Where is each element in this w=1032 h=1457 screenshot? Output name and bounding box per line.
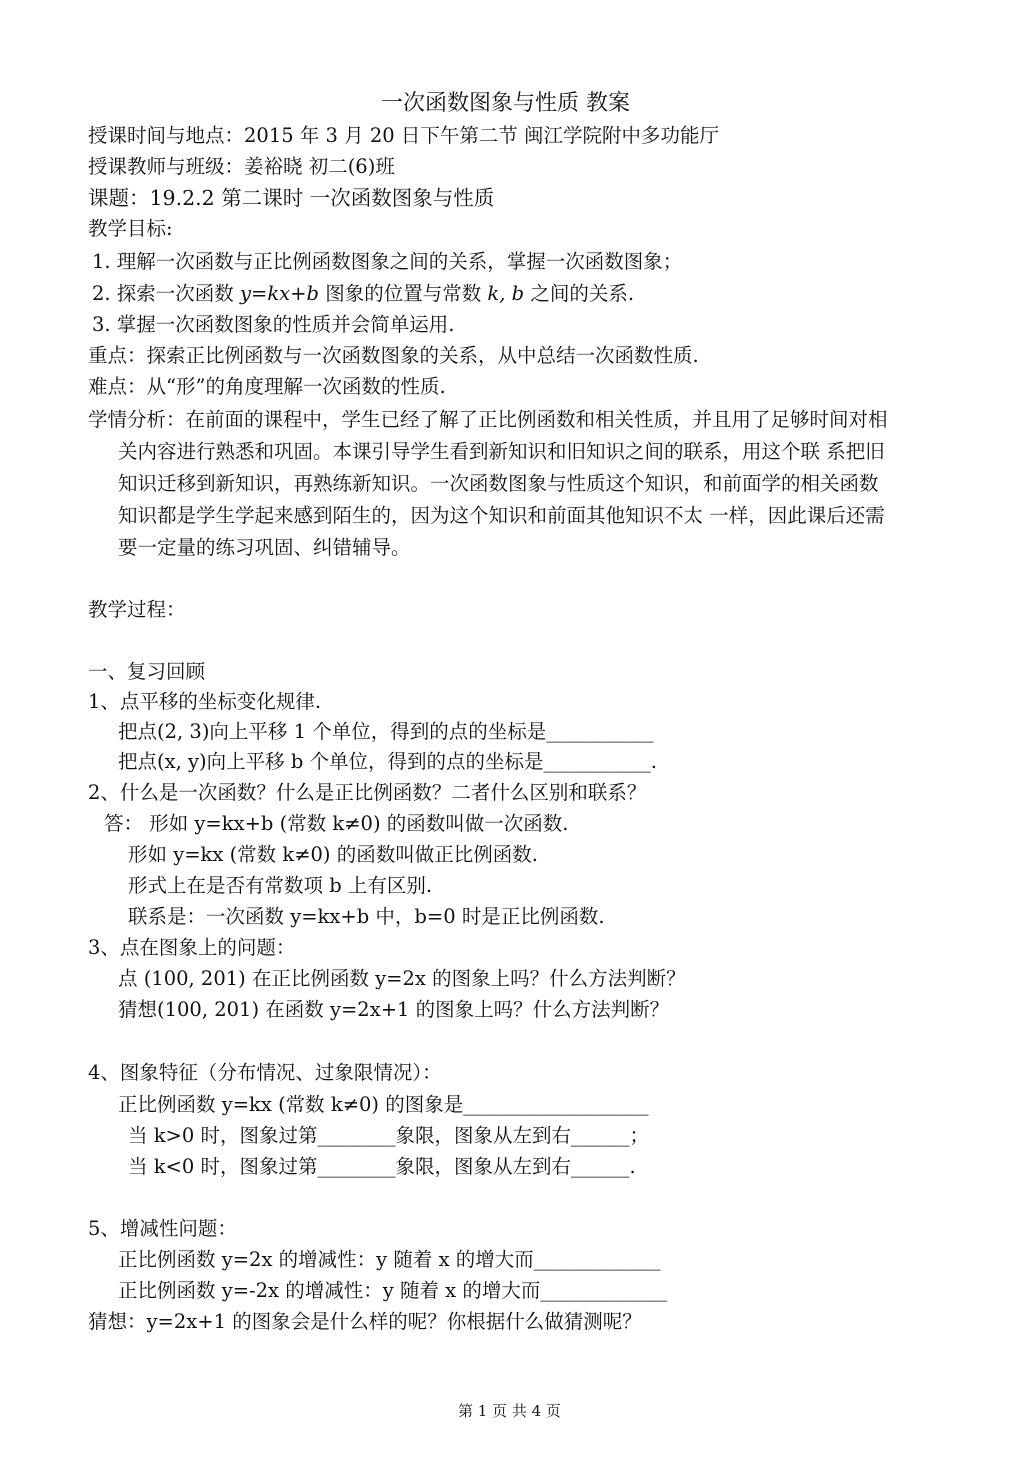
q2-answer-1: 答： 形如 y=kx+b (常数 k≠0) 的函数叫做一次函数. <box>104 812 569 835</box>
analysis-line-5: 要一定量的练习巩固、纠错辅导。 <box>118 536 411 559</box>
teacher-class: 授课教师与班级：姜裕晓 初二(6)班 <box>88 155 395 178</box>
objective-2-prefix: 2. 探索一次函数 <box>92 282 241 305</box>
course-topic: 课题：19.2.2 第二课时 一次函数图象与性质 <box>88 186 495 210</box>
objective-2 <box>92 282 634 306</box>
q5-title: 5、增减性问题： <box>88 1217 237 1240</box>
q2-answer-3: 形式上在是否有常数项 b 上有区别. <box>128 874 433 897</box>
q1-line-1: 把点(2, 3)向上平移 1 个单位，得到的点的坐标是___________ <box>118 720 654 743</box>
q3-line-2: 猜想(100, 201) 在函数 y=2x+1 的图象上吗？什么方法判断？ <box>118 998 670 1021</box>
analysis-line-1: 学情分析：在前面的课程中，学生已经了解了正比例函数和相关性质，并且用了足够时间对相 <box>88 408 888 431</box>
q2-answer-2: 形如 y=kx (常数 k≠0) 的函数叫做正比例函数. <box>128 843 538 866</box>
review-heading: 一、复习回顾 <box>88 660 206 683</box>
guess-question: 猜想：y=2x+1 的图象会是什么样的呢？你根据什么做猜测呢？ <box>88 1310 642 1333</box>
q5-line-1: 正比例函数 y=2x 的增减性：y 随着 x 的增大而_____________ <box>118 1248 661 1271</box>
process-heading: 教学过程： <box>88 598 186 621</box>
analysis-line-3: 知识迁移到新知识，再熟练新知识。一次函数图象与性质这个知识，和前面学的相关函数 <box>118 472 879 495</box>
q4-line-1: 正比例函数 y=kx (常数 k≠0) 的图象是___________________ <box>118 1093 649 1116</box>
objective-2-suffix: 之间的关系. <box>524 282 635 305</box>
objective-3: 3. 掌握一次函数图象的性质并会简单运用. <box>92 313 455 336</box>
objectives-heading: 教学目标: <box>88 217 173 240</box>
q2-answer-4: 联系是：一次函数 y=kx+b 中，b=0 时是正比例函数. <box>128 905 605 928</box>
page-footer: 第 1 页 共 4 页 <box>458 1402 561 1420</box>
objective-1: 1. 理解一次函数与正比例函数图象之间的关系，掌握一次函数图象； <box>92 250 683 273</box>
q3-line-1: 点 (100, 201) 在正比例函数 y=2x 的图象上吗？什么方法判断？ <box>118 967 686 990</box>
key-point: 重点：探索正比例函数与一次函数图象的关系，从中总结一次函数性质. <box>88 344 699 367</box>
q1-title: 1、点平移的坐标变化规律. <box>88 690 322 713</box>
q5-line-2: 正比例函数 y=-2x 的增减性：y 随着 x 的增大而_____________ <box>118 1279 668 1302</box>
q3-title: 3、点在图象上的问题： <box>88 936 296 959</box>
analysis-line-4: 知识都是学生学起来感到陌生的，因为这个知识和前面其他知识不太 一样，因此课后还需 <box>118 504 885 527</box>
time-place: 授课时间与地点：2015 年 3 月 20 日下午第二节 闽江学院附中多功能厅 <box>88 124 720 147</box>
objective-2-middle: 图象的位置与常数 <box>319 282 488 305</box>
q4-line-2: 当 k>0 时，图象过第________象限，图象从左到右______； <box>128 1124 649 1147</box>
analysis-line-2: 关内容进行熟悉和巩固。本课引导学生看到新知识和旧知识之间的联系，用这个联 系把旧 <box>118 440 885 463</box>
q4-title: 4、图象特征（分布情况、过象限情况）： <box>88 1061 442 1084</box>
q1-line-2: 把点(x, y)向上平移 b 个单位，得到的点的坐标是___________. <box>118 750 657 773</box>
document-title: 一次函数图象与性质 教案 <box>381 91 630 116</box>
objective-2-constants: k, b <box>487 282 525 305</box>
difficulty: 难点：从“形”的角度理解一次函数的性质. <box>88 375 446 398</box>
q4-line-3: 当 k<0 时，图象过第________象限，图象从左到右______. <box>128 1155 636 1178</box>
objective-2-formula: y=kx+b <box>240 282 320 305</box>
q2-title: 2、什么是一次函数？什么是正比例函数？二者什么区别和联系？ <box>88 781 647 804</box>
